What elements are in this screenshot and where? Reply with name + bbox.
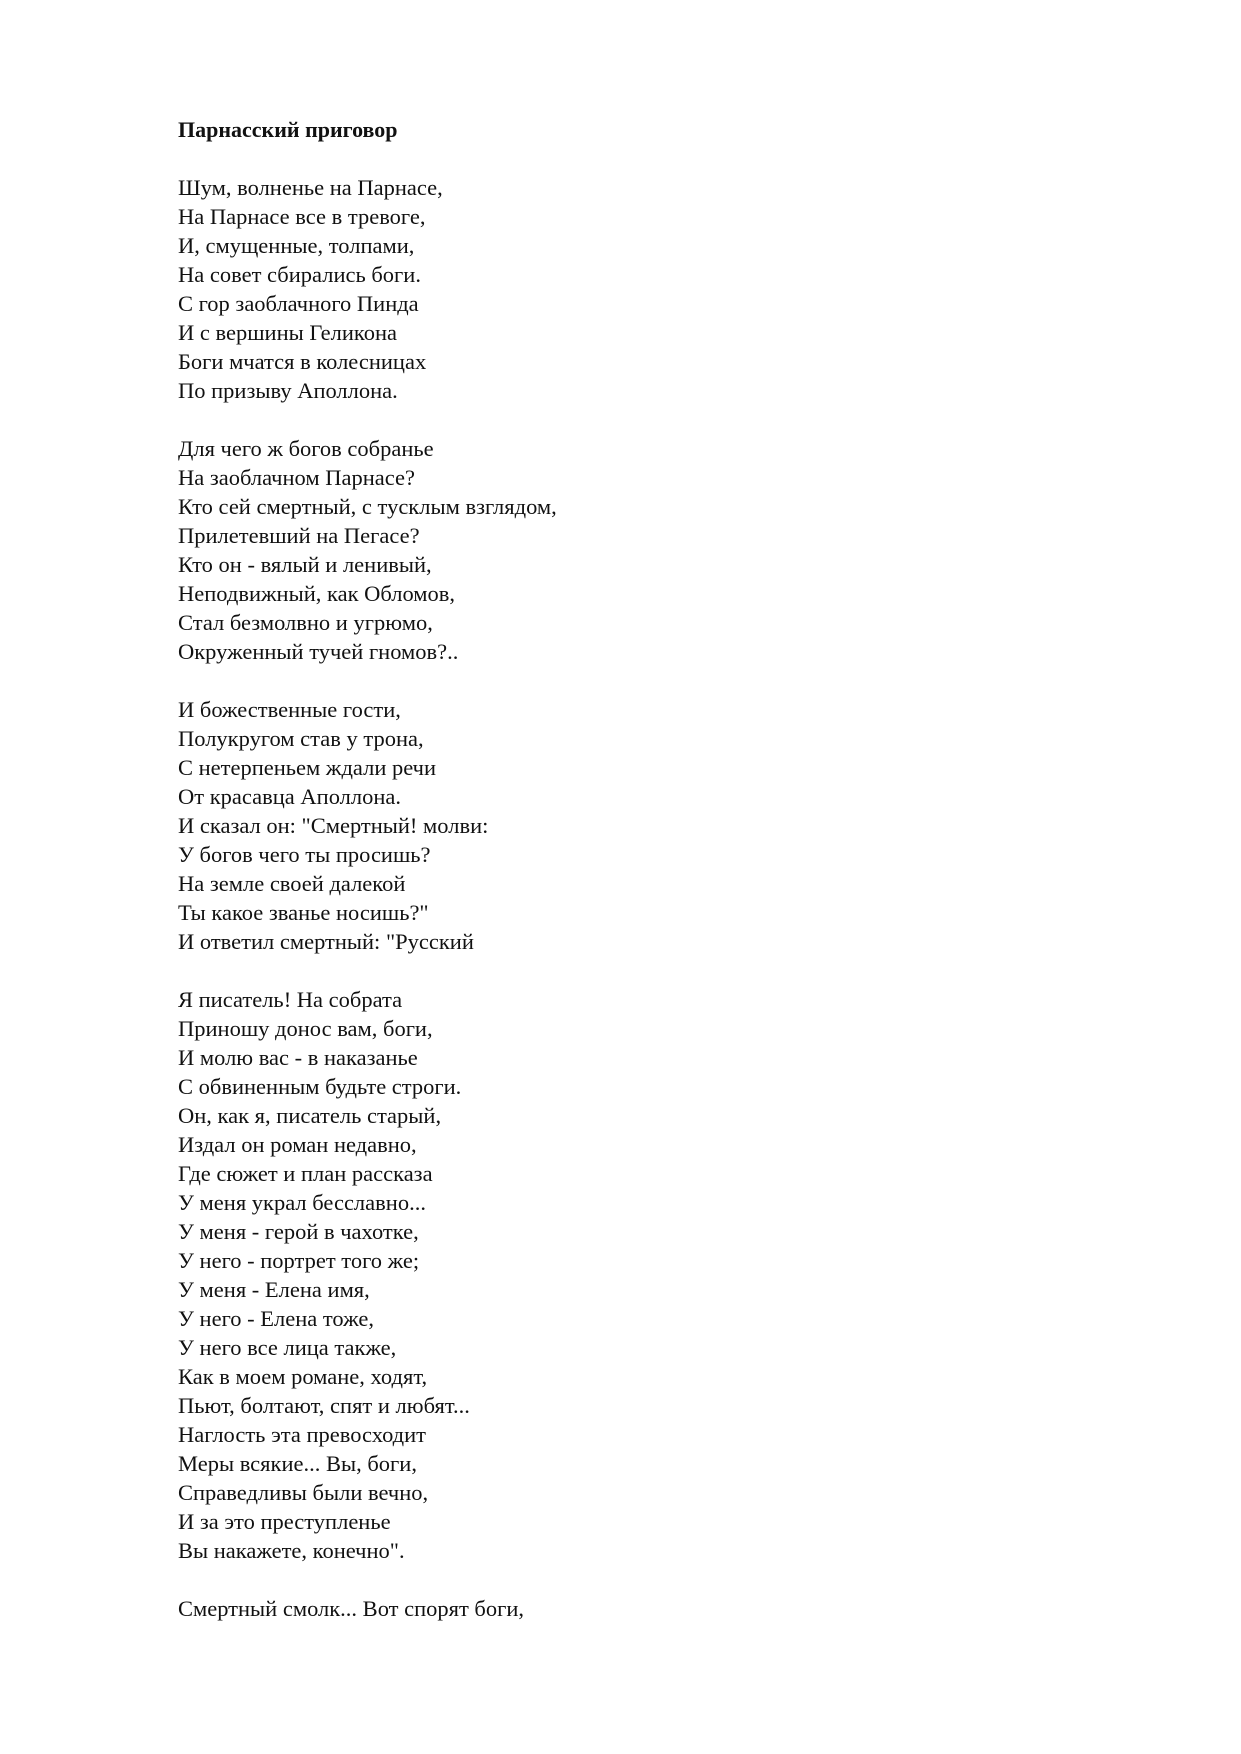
poem-line: Где сюжет и план рассказа [178,1161,433,1186]
stanza [178,1594,1078,1623]
poem-line: Окруженный тучей гномов?.. [178,639,459,664]
poem-line: И, смущенные, толпами, [178,233,415,258]
poem-line: И ответил смертный: "Русский [178,929,474,954]
poem-line: С обвиненным будьте строги. [178,1074,462,1099]
poem-line: Я писатель! На собрата [178,987,403,1012]
poem-line: У него - Елена тоже, [178,1306,374,1331]
poem-line: Стал безмолвно и угрюмо, [178,610,433,635]
stanza [178,695,1078,956]
poem-line: С гор заоблачного Пинда [178,291,419,316]
poem-line: У богов чего ты просишь? [178,842,431,867]
poem-line: Прилетевший на Пегасе? [178,523,420,548]
poem-line: Неподвижный, как Обломов, [178,581,456,606]
poem [178,116,1078,1652]
poem-line: И за это преступленье [178,1509,391,1534]
poem-line: У меня украл бесславно... [178,1190,426,1215]
poem-line: У меня - герой в чахотке, [178,1219,419,1244]
poem-line: Вы накажете, конечно". [178,1538,405,1563]
poem-line: И сказал он: "Смертный! молви: [178,813,489,838]
poem-line: На совет сбирались боги. [178,262,421,287]
stanza [178,173,1078,405]
poem-line: Он, как я, писатель старый, [178,1103,442,1128]
poem-body [178,173,1078,1623]
poem-line: Меры всякие... Вы, боги, [178,1451,417,1476]
poem-line: Наглость эта превосходит [178,1422,427,1447]
poem-line: И божественные гости, [178,697,401,722]
poem-line: На заоблачном Парнасе? [178,465,415,490]
poem-line: У меня - Елена имя, [178,1277,370,1302]
poem-line: На Парнасе все в тревоге, [178,204,426,229]
poem-line: Пьют, болтают, спят и любят... [178,1393,470,1418]
stanza [178,434,1078,666]
poem-line: Как в моем романе, ходят, [178,1364,428,1389]
poem-line: Приношу донос вам, боги, [178,1016,433,1041]
poem-line: Смертный смолк... Вот спорят боги, [178,1596,525,1621]
poem-line: Кто он - вялый и ленивый, [178,552,432,577]
poem-title: Парнасский приговор [178,117,398,142]
poem-line: Боги мчатся в колесницах [178,349,427,374]
poem-line: У него все лица также, [178,1335,397,1360]
poem-line: Для чего ж богов собранье [178,436,434,461]
poem-line: Полукругом став у трона, [178,726,424,751]
poem-line: Ты какое званье носишь?" [178,900,429,925]
poem-line: Издал он роман недавно, [178,1132,417,1157]
poem-line: От красавца Аполлона. [178,784,402,809]
poem-line: Справедливы были вечно, [178,1480,429,1505]
poem-line: По призыву Аполлона. [178,378,398,403]
poem-line: И с вершины Геликона [178,320,397,345]
poem-line: У него - портрет того же; [178,1248,420,1273]
poem-line: На земле своей далекой [178,871,406,896]
poem-line: С нетерпеньем ждали речи [178,755,437,780]
poem-line: И молю вас - в наказанье [178,1045,418,1070]
poem-line: Кто сей смертный, с тусклым взглядом, [178,494,557,519]
poem-line: Шум, волненье на Парнасе, [178,175,443,200]
stanza [178,985,1078,1565]
